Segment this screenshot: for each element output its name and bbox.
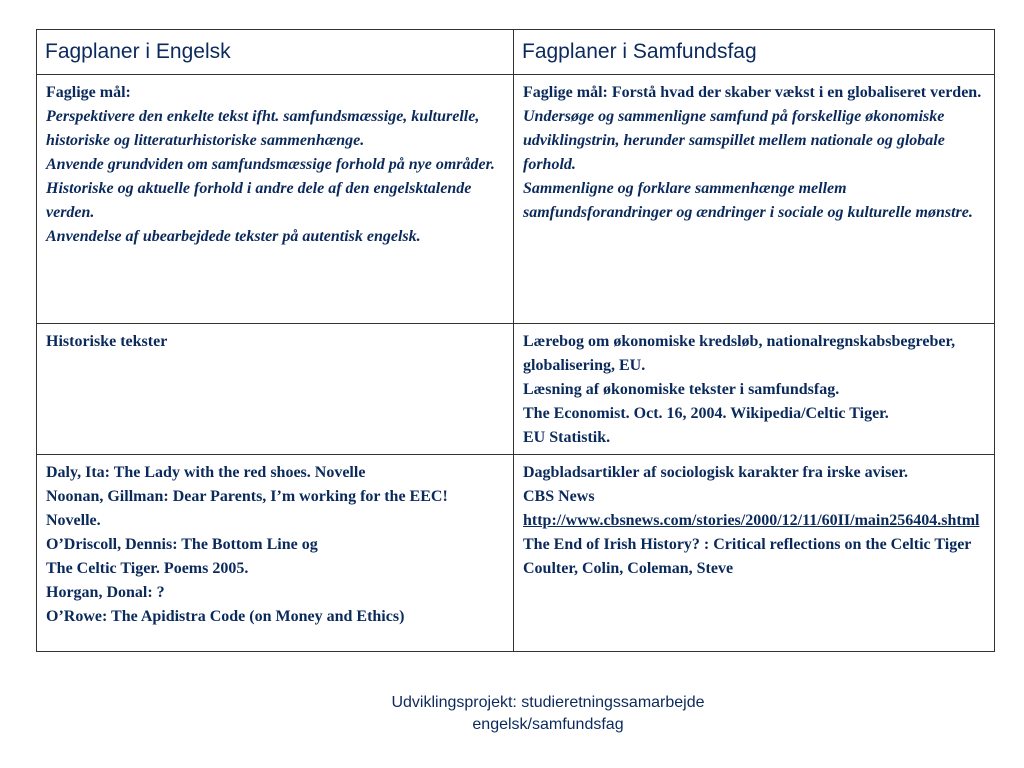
- social-material-2: CBS News: [523, 488, 595, 505]
- english-material-4: The Celtic Tiger. Poems 2005.: [46, 560, 249, 577]
- english-materials-cell: [37, 455, 514, 652]
- english-goal-4: Anvendelse af ubearbejdede tekster på autentisk engelsk.: [46, 228, 421, 245]
- header-row: [37, 30, 995, 75]
- table-row-materials: [37, 455, 995, 652]
- footer-line-1: Udviklingsprojekt: studieretningssamarbejde: [391, 694, 705, 711]
- english-goal-3: Historiske og aktuelle forhold i andre dele af den engelsktalende verden.: [46, 180, 472, 221]
- curriculum-table: [36, 29, 995, 652]
- social-goals-cell: [514, 75, 995, 324]
- social-texts-line-4: EU Statistik.: [523, 429, 611, 446]
- table-row-goals: [37, 75, 995, 324]
- english-goal-2: Anvende grundviden om samfundsmæssige forhold på nye områder.: [46, 156, 495, 173]
- footer-line-2: engelsk/samfundsfag: [472, 716, 624, 733]
- social-goal-1: Undersøge og sammenligne samfund på forskellige økonomiske udviklingstrin, herunder samspillet mellem nationale og globale forhold.: [523, 108, 945, 173]
- social-texts-line-2: Læsning af økonomiske tekster i samfundsfag.: [523, 381, 840, 398]
- social-texts-cell: [514, 324, 995, 455]
- english-texts-line: Historiske tekster: [46, 333, 168, 350]
- english-material-3: O’Driscoll, Dennis: The Bottom Line og: [46, 536, 318, 553]
- social-texts-line-3: The Economist. Oct. 16, 2004. Wikipedia/Celtic Tiger.: [523, 405, 889, 422]
- english-material-2: Noonan, Gillman: Dear Parents, I’m working for the EEC! Novelle.: [46, 488, 448, 529]
- social-texts-line-1: Lærebog om økonomiske kredsløb, nationalregnskabsbegreber, globalisering, EU.: [523, 333, 956, 374]
- header-english: Fagplaner i Engelsk: [37, 30, 514, 75]
- footer: [300, 692, 796, 736]
- header-social-studies: Fagplaner i Samfundsfag: [514, 30, 995, 75]
- social-material-5: Coulter, Colin, Coleman, Steve: [523, 560, 734, 577]
- social-goal-2: Sammenligne og forklare sammenhænge mellem samfundsforandringer og ændringer i sociale og kulturelle mønstre.: [523, 180, 973, 221]
- social-material-1: Dagbladsartikler af sociologisk karakter fra irske aviser.: [523, 464, 909, 481]
- social-material-4: The End of Irish History? : Critical reflections on the Celtic Tiger: [523, 536, 972, 553]
- social-materials-cell: [514, 455, 995, 652]
- social-goals-label: Faglige mål: Forstå hvad der skaber vækst i en globaliseret verden.: [523, 84, 982, 101]
- english-goals-cell: [37, 75, 514, 324]
- table-row-texts: [37, 324, 995, 455]
- cbs-news-link[interactable]: http://www.cbsnews.com/stories/2000/12/11/60II/main256404.shtml: [523, 512, 980, 529]
- english-material-5: Horgan, Donal: ?: [46, 584, 165, 601]
- english-texts-cell: [37, 324, 514, 455]
- english-goal-1: Perspektivere den enkelte tekst ifht. samfundsmæssige, kulturelle, historiske og litteraturhistoriske sammenhænge.: [46, 108, 480, 149]
- english-goals-label: Faglige mål:: [46, 84, 131, 101]
- english-material-1: Daly, Ita: The Lady with the red shoes. Novelle: [46, 464, 366, 481]
- english-material-6: O’Rowe: The Apidistra Code (on Money and Ethics): [46, 608, 405, 625]
